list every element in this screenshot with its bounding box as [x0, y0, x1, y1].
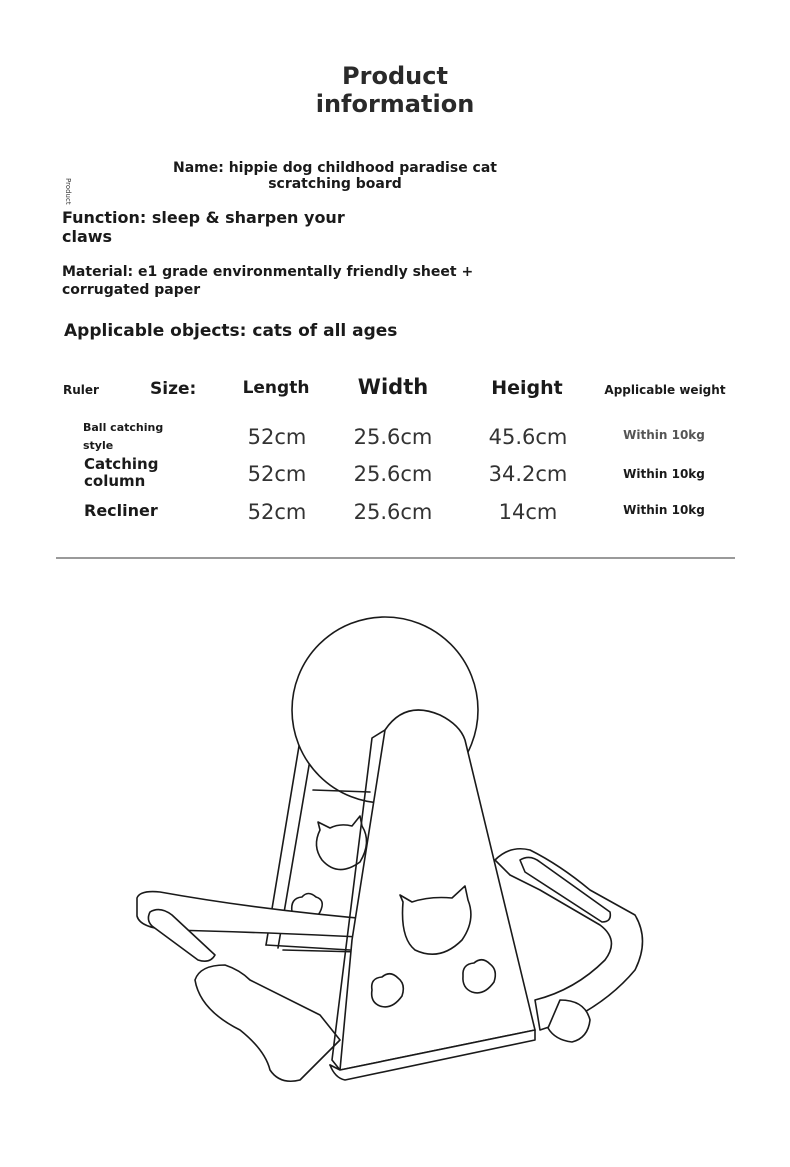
height-header: Height: [491, 377, 563, 399]
table-cell-length: 52cm: [247, 425, 307, 449]
product-function-line1: Function: sleep & sharpen your: [62, 208, 345, 227]
side-label: Product: [64, 178, 72, 205]
product-material: [62, 263, 522, 299]
length-header: Length: [242, 378, 310, 398]
row-label-ball-catching: [83, 419, 163, 455]
table-cell-width: 25.6cm: [353, 462, 433, 486]
row-label-line1: Catching: [84, 455, 159, 473]
product-name-line1: Name: hippie dog childhood paradise cat: [173, 160, 497, 176]
table-cell-length: 52cm: [247, 500, 307, 524]
product-name: [150, 160, 520, 192]
page-title-line2: information: [315, 90, 475, 118]
width-header: Width: [357, 375, 429, 399]
row-label-line2: column: [84, 472, 146, 490]
right-rocker-slot: [520, 857, 610, 922]
row-label-line2: style: [83, 439, 114, 452]
row-label-line1: Recliner: [84, 501, 158, 520]
weight-header: Applicable weight: [604, 383, 726, 397]
row-label-line1: Ball catching: [83, 421, 164, 434]
size-header: Size:: [150, 379, 197, 399]
row-label-recliner: [84, 501, 158, 521]
applicable-objects: Applicable objects: cats of all ages: [64, 321, 398, 341]
table-cell-weight: Within 10kg: [623, 467, 705, 481]
divider-line: [56, 557, 735, 559]
product-name-line2: scratching board: [268, 176, 402, 192]
product-material-line1: Material: e1 grade environmentally friendly sheet +: [62, 264, 474, 280]
product-material-line2: corrugated paper: [62, 282, 201, 298]
ruler-label: Ruler: [63, 383, 99, 397]
product-function-line2: claws: [62, 227, 113, 246]
table-cell-length: 52cm: [247, 462, 307, 486]
table-cell-weight: Within 10kg: [623, 503, 705, 517]
table-cell-width: 25.6cm: [353, 425, 433, 449]
product-function: [62, 208, 362, 246]
page-title: [0, 62, 790, 118]
left-foot: [195, 965, 340, 1081]
table-cell-height: 45.6cm: [488, 425, 568, 449]
row-label-catching-column: [84, 456, 158, 490]
page-title-line1: Product: [342, 62, 448, 90]
table-cell-height: 14cm: [498, 500, 558, 524]
table-cell-height: 34.2cm: [488, 462, 568, 486]
product-illustration: [0, 560, 790, 1160]
table-cell-weight: Within 10kg: [623, 428, 705, 442]
table-cell-width: 25.6cm: [353, 500, 433, 524]
